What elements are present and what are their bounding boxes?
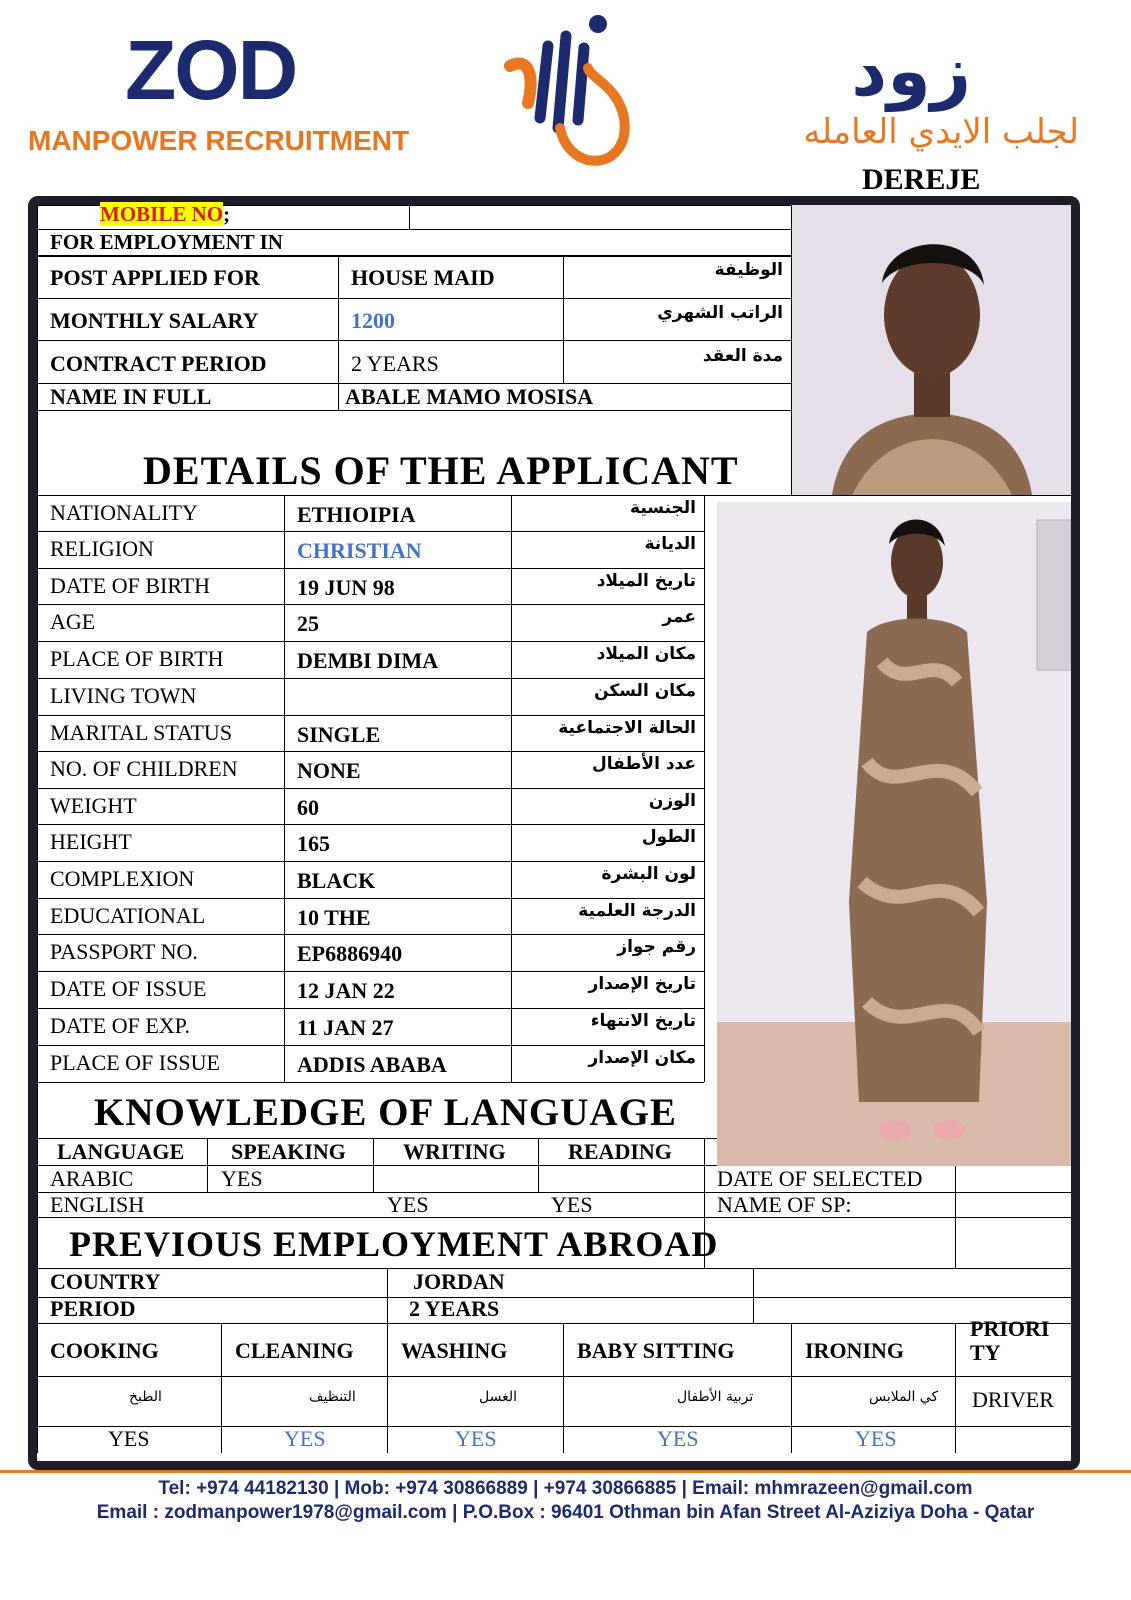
country-label: COUNTRY: [50, 1269, 161, 1294]
brand-subtitle: MANPOWER RECRUITMENT: [28, 125, 410, 156]
detail-arabic: تاريخ الميلاد: [596, 571, 696, 591]
detail-label: NATIONALITY: [50, 500, 198, 525]
contract-period-arabic: مدة العقد: [702, 346, 783, 366]
skill-value-baby-sitting: YES: [657, 1426, 699, 1451]
language-title: KNOWLEDGE OF LANGUAGE: [94, 1091, 677, 1134]
skill-arabic-cooking: الطبخ: [129, 1389, 162, 1405]
lang-header-reading: READING: [568, 1139, 672, 1164]
brand-subtitle-arabic: لجلب الايدي العامله: [803, 112, 1079, 152]
skill-label-baby-sitting: BABY SITTING: [577, 1338, 735, 1363]
detail-value: 25: [297, 611, 319, 636]
lang-row-name: ENGLISH: [50, 1192, 145, 1217]
detail-arabic: الوزن: [648, 791, 696, 811]
detail-value: NONE: [297, 758, 361, 783]
agent-name: DEREJE: [862, 163, 981, 196]
detail-arabic: مكان الميلاد: [596, 644, 696, 664]
skill-arabic-baby-sitting: تربية الأطفال: [677, 1389, 754, 1405]
detail-label: NO. OF CHILDREN: [50, 756, 238, 781]
detail-label: DATE OF ISSUE: [50, 976, 207, 1001]
skill-arabic-cleaning: التنظيف: [309, 1389, 356, 1405]
detail-value: 19 JUN 98: [297, 575, 395, 600]
detail-arabic: رقم جواز: [617, 937, 696, 957]
detail-value: EP6886940: [297, 941, 403, 966]
portrait-photo: [792, 205, 1071, 495]
detail-label: DATE OF BIRTH: [50, 573, 211, 598]
cv-form: [28, 196, 1080, 1470]
detail-arabic: الدرجة العلمية: [578, 901, 696, 921]
contract-period-value: 2 YEARS: [351, 351, 439, 376]
detail-label: RELIGION: [50, 536, 154, 561]
brand-logo-arabic: زود: [851, 30, 971, 112]
skill-label-ironing: IRONING: [805, 1338, 905, 1363]
detail-label: PLACE OF BIRTH: [50, 646, 224, 671]
skill-value-ironing: YES: [855, 1426, 897, 1451]
detail-arabic: الديانة: [644, 534, 696, 554]
skill-value-cooking: YES: [108, 1426, 150, 1451]
detail-arabic: لون البشرة: [601, 864, 696, 884]
lang-row-speaking: YES: [221, 1166, 263, 1191]
detail-value: 60: [297, 795, 319, 820]
detail-label: AGE: [50, 609, 96, 634]
full-body-photo: [717, 502, 1071, 1166]
detail-label: PASSPORT NO.: [50, 939, 198, 964]
detail-arabic: الحالة الاجتماعية: [558, 718, 696, 738]
skill-label-washing: WASHING: [401, 1338, 508, 1363]
detail-value: 11 JAN 27: [297, 1015, 394, 1040]
country-value: JORDAN: [413, 1269, 505, 1294]
brand-emblem-icon: [500, 8, 640, 178]
previous-employment-title: PREVIOUS EMPLOYMENT ABROAD: [69, 1224, 719, 1264]
skill-arabic-ironing: كي الملابس: [869, 1389, 939, 1405]
detail-label: MARITAL STATUS: [50, 720, 233, 745]
date-of-selected-label: DATE OF SELECTED: [717, 1166, 923, 1191]
footer-address-line: Email : zodmanpower1978@gmail.com | P.O.Box : 96401 Othman bin Afan Street Al-Aziziya Doha - Qatar: [96, 1502, 1035, 1523]
detail-value: 165: [297, 831, 330, 856]
detail-value: DEMBI DIMA: [297, 648, 439, 673]
skill-arabic-washing: الغسل: [479, 1389, 518, 1405]
detail-value: 10 THE: [297, 905, 371, 930]
detail-value: ETHIOIPIA: [297, 502, 416, 527]
name-in-full-value: ABALE MAMO MOSISA: [345, 384, 594, 409]
lang-row-name: ARABIC: [50, 1166, 134, 1191]
detail-value: SINGLE: [297, 722, 381, 747]
detail-value: 12 JAN 22: [297, 978, 395, 1003]
lang-header-language: LANGUAGE: [57, 1139, 185, 1164]
detail-arabic: تاريخ الانتهاء: [590, 1011, 696, 1031]
priority-value: DRIVER: [972, 1387, 1054, 1412]
detail-label: LIVING TOWN: [50, 683, 197, 708]
priority-label: PRIORI TY: [970, 1316, 1050, 1365]
detail-arabic: عدد الأطفال: [592, 754, 696, 774]
post-applied-label: POST APPLIED FOR: [50, 265, 260, 290]
lang-header-speaking: SPEAKING: [231, 1139, 346, 1164]
detail-label: EDUCATIONAL: [50, 903, 206, 928]
footer-divider: [0, 1470, 1131, 1473]
detail-arabic: مكان الإصدار: [588, 1048, 696, 1068]
detail-label: PLACE OF ISSUE: [50, 1050, 220, 1075]
detail-value: BLACK: [297, 868, 376, 893]
detail-arabic: الطول: [641, 827, 696, 847]
period-value: 2 YEARS: [409, 1296, 500, 1321]
detail-arabic: عمر: [662, 607, 696, 627]
name-of-sp-label: NAME OF SP:: [717, 1192, 852, 1217]
employment-in-label: FOR EMPLOYMENT IN: [50, 230, 283, 254]
mobile-no-label: MOBILE NO;: [100, 202, 231, 226]
monthly-salary-arabic: الراتب الشهري: [657, 303, 783, 323]
detail-label: COMPLEXION: [50, 866, 195, 891]
monthly-salary-label: MONTHLY SALARY: [50, 308, 259, 333]
skill-value-washing: YES: [455, 1426, 497, 1451]
detail-value: CHRISTIAN: [297, 538, 422, 563]
contract-period-label: CONTRACT PERIOD: [50, 351, 267, 376]
skill-value-cleaning: YES: [284, 1426, 326, 1451]
period-label: PERIOD: [50, 1296, 136, 1321]
detail-value: ADDIS ABABA: [297, 1052, 447, 1077]
detail-arabic: الجنسية: [630, 498, 696, 518]
detail-label: WEIGHT: [50, 793, 137, 818]
name-in-full-label: NAME IN FULL: [50, 384, 212, 409]
monthly-salary-value: 1200: [351, 308, 395, 333]
footer-contact-line: Tel: +974 44182130 | Mob: +974 30866889 | +974 30866885 | Email: mhmrazeen@gmail.com: [158, 1478, 973, 1499]
brand-logo-text: ZOD: [125, 23, 297, 117]
detail-label: DATE OF EXP.: [50, 1013, 190, 1038]
lang-row-writing: YES: [387, 1192, 429, 1217]
details-title: DETAILS OF THE APPLICANT: [143, 448, 739, 493]
lang-header-writing: WRITING: [403, 1139, 506, 1164]
skill-label-cleaning: CLEANING: [235, 1338, 354, 1363]
detail-arabic: مكان السكن: [594, 681, 696, 701]
skill-label-cooking: COOKING: [50, 1338, 159, 1363]
detail-label: HEIGHT: [50, 829, 132, 854]
detail-arabic: تاريخ الإصدار: [588, 974, 696, 994]
lang-row-reading: YES: [551, 1192, 593, 1217]
post-applied-value: HOUSE MAID: [351, 265, 495, 290]
post-applied-arabic: الوظيفة: [714, 260, 783, 280]
